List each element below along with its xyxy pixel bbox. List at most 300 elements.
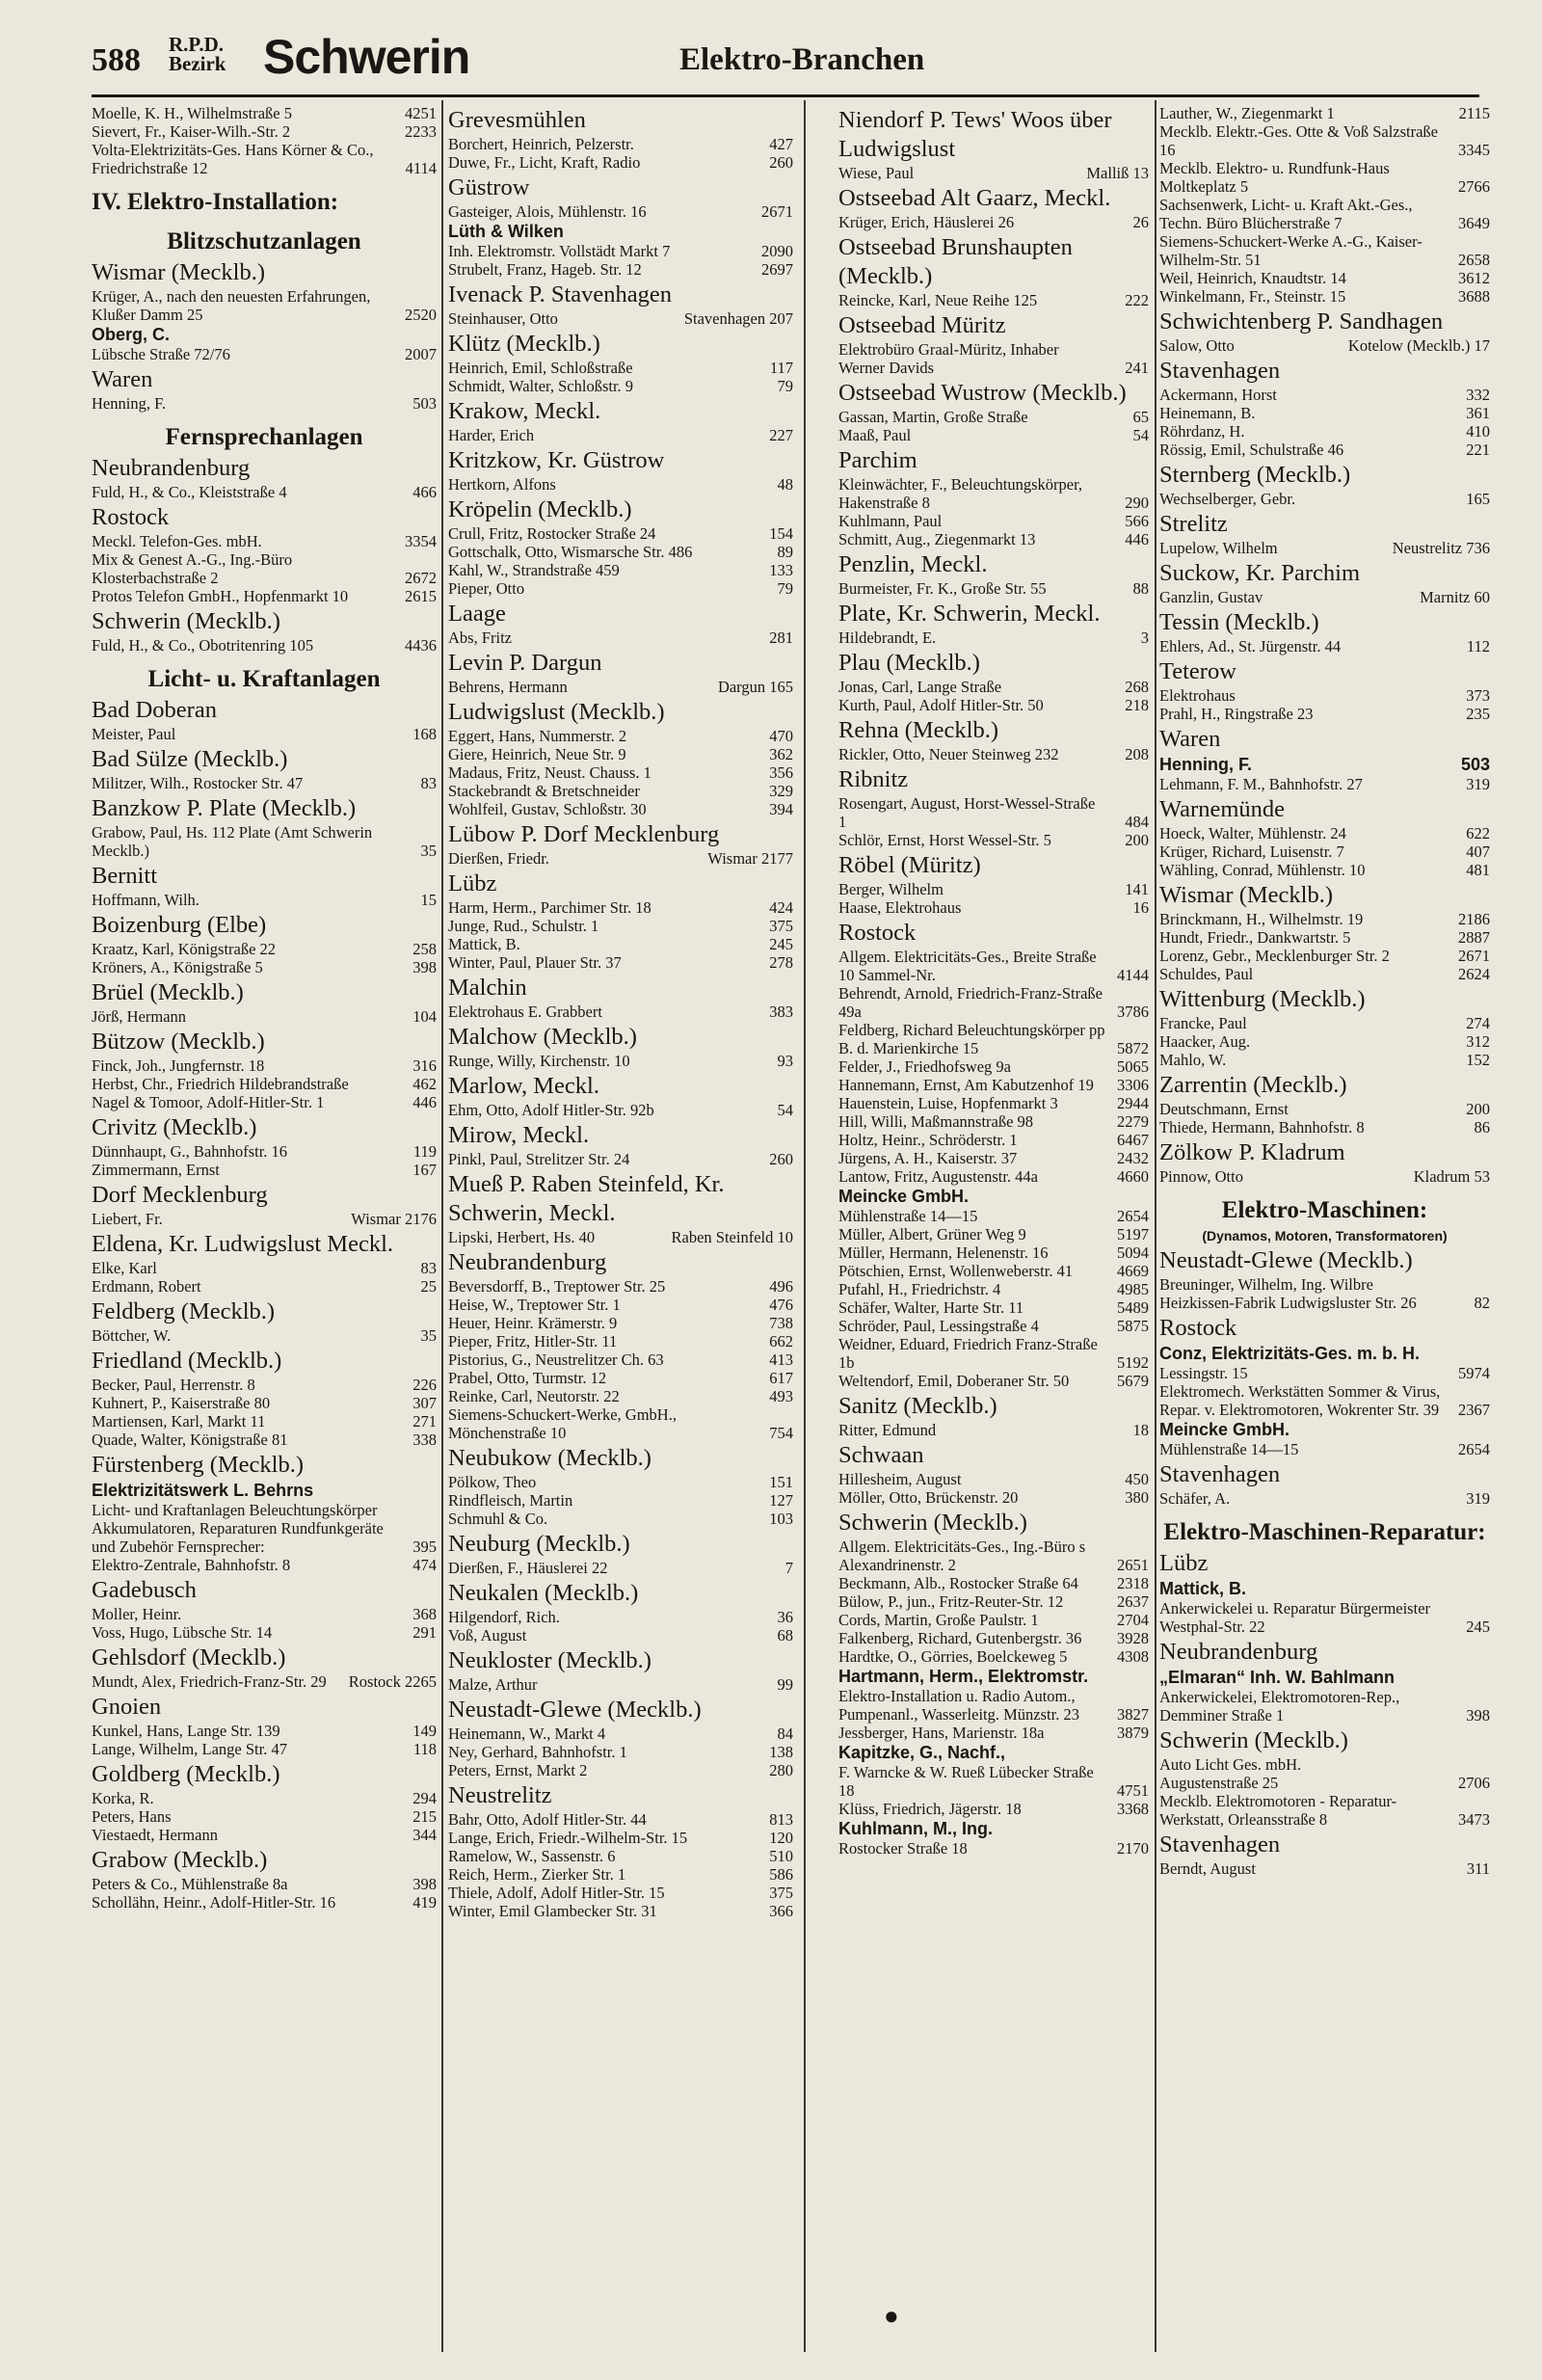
listing-name: Berndt, August [1159,1859,1256,1878]
listing-entry [448,1743,793,1761]
listing-name: Hannemann, Ernst, Am Kabutzenhof 19 [838,1076,1094,1094]
listing-name: Pinkl, Paul, Strelitzer Str. 24 [448,1150,630,1168]
phone-number: 380 [1125,1488,1149,1507]
listing-entry [838,1538,1149,1574]
phone-number: 3786 [1117,1003,1149,1021]
listing-name: Meincke GmbH. [838,1187,970,1206]
phone-number: 5197 [1117,1225,1149,1243]
phone-number: 5679 [1117,1372,1149,1390]
phone-number: 260 [769,1150,793,1168]
phone-number: 226 [412,1376,437,1394]
phone-number: 103 [769,1510,793,1528]
listing-entry [92,1142,437,1161]
listing-name: Pieper, Otto [448,579,525,598]
listing-name: Hildebrandt, E. [838,628,937,647]
listing-entry [1159,490,1490,508]
listing-entry [1159,965,1490,983]
place-heading: Marlow, Meckl. [448,1073,599,1099]
category-heading: Licht- u. Kraftanlagen [147,666,381,692]
phone-number: 294 [412,1789,437,1807]
listing-entry [92,1210,437,1228]
listing-name: Mühlenstraße 14—15 [838,1207,978,1225]
listing-entry [92,483,437,501]
phone-number: 127 [769,1491,793,1510]
place-heading: Malchow (Mecklb.) [448,1024,637,1050]
listing-entry [838,1647,1149,1666]
listing-name: Breuninger, Wilhelm, Ing. Wilbre Heizkissen-Fabrik Ludwigsluster Str. 26 [1159,1275,1417,1312]
phone-number: 99 [777,1675,793,1694]
listing-name: Mattick, B. [1159,1579,1247,1598]
phone-number: 16 [1132,898,1149,917]
listing-entry [838,1280,1149,1298]
listing-name: Heuer, Heinr. Krämerstr. 9 [448,1314,618,1332]
place-heading: Stavenhagen [1159,1461,1281,1487]
listing-entry [838,898,1149,917]
phone-number: 3 [1140,628,1149,647]
category-heading: IV. Elektro-Installation: [92,189,339,215]
listing-entry [92,1740,437,1758]
listing-entry [838,1298,1149,1317]
listing-entry [92,636,437,655]
listing-entry [838,1724,1149,1742]
listing-name: Lipski, Herbert, Hs. 40 [448,1228,596,1246]
listing-entry [838,1611,1149,1629]
listing-entry [448,898,793,917]
listing-name: „Elmaran“ Inh. W. Bahlmann [1159,1668,1396,1687]
listing-entry [92,1376,437,1394]
listing-entry [448,359,793,377]
place-heading: Schwaan [838,1442,924,1468]
phone-number: 307 [412,1394,437,1412]
phone-number: 484 [1125,813,1149,831]
phone-number: Dargun 165 [717,678,793,696]
listing-name: Peters, Hans [92,1807,172,1826]
phone-number: 2615 [405,587,437,605]
listing-name: Hill, Willi, Maßmannstraße 98 [838,1112,1034,1131]
phone-number: 338 [412,1431,437,1449]
phone-number: 5094 [1117,1243,1149,1262]
phone-number: 446 [412,1093,437,1111]
phone-number: 510 [769,1847,793,1865]
listing-entry [448,1626,793,1645]
listing-name: Elektromech. Werkstätten Sommer & Virus, Repar. v. Elektromotoren, Wokrenter Str. 39 [1159,1382,1441,1419]
listing-entry [1159,1118,1490,1137]
phone-number: 82 [1474,1294,1490,1312]
listing-name: Viestaedt, Hermann [92,1826,218,1844]
phone-number: 3354 [405,532,437,550]
listing-entry [448,221,793,242]
phone-number: 2637 [1117,1592,1149,1611]
phone-number: 617 [769,1369,793,1387]
place-heading: Dorf Mecklenburg [92,1182,268,1208]
phone-number: 88 [1132,579,1149,598]
listing-name: Krüger, Richard, Luisenstr. 7 [1159,842,1344,861]
category-heading: Fernsprechanlagen [165,424,363,450]
listing-entry [838,164,1149,182]
listing-entry [448,782,793,800]
phone-number: 222 [1125,291,1149,309]
listing-entry [1159,1792,1490,1829]
listing-name: Meister, Paul [92,725,176,743]
listing-entry [448,426,793,444]
listing-name: Harder, Erich [448,426,535,444]
listing-name: Lauther, W., Ziegenmarkt 1 [1159,104,1335,122]
phone-number: 65 [1132,408,1149,426]
phone-number: 290 [1125,494,1149,512]
listing-entry [92,725,437,743]
listing-entry [1159,928,1490,947]
place-heading: Lübz [448,870,497,896]
listing-entry [1159,1755,1490,1774]
place-heading: Neuburg (Mecklb.) [448,1531,630,1557]
phone-number: 413 [769,1350,793,1369]
phone-number: 319 [1466,775,1490,793]
phone-number: 117 [769,359,793,377]
place-heading: Neubrandenburg [1159,1639,1318,1665]
column-divider [441,100,443,2352]
phone-number: 3612 [1458,269,1490,287]
listing-entry [92,1789,437,1807]
listing-name: Beckmann, Alb., Rostocker Straße 64 [838,1574,1078,1592]
listing-entry [448,800,793,818]
listing-entry [1159,336,1490,355]
listing-entry [1159,910,1490,928]
phone-number: 119 [412,1142,437,1161]
phone-number: 2671 [1458,947,1490,965]
listing-name: Wiese, Paul [838,164,915,182]
phone-number: Kladrum 53 [1413,1167,1490,1186]
listing-entry [92,141,437,177]
phone-number: 4660 [1117,1167,1149,1186]
listing-entry [448,1296,793,1314]
phone-number: 319 [1466,1489,1490,1508]
listing-entry [1159,196,1490,232]
phone-number: 5974 [1458,1364,1490,1382]
listing-entry [1159,386,1490,404]
phone-number: 2704 [1117,1611,1149,1629]
place-heading: Rostock [838,920,917,946]
listing-name: Reincke, Karl, Neue Reihe 125 [838,291,1038,309]
listing-entry [1159,1688,1490,1725]
listing-entry [838,1742,1149,1763]
listing-entry [448,953,793,972]
listing-name: Reinke, Carl, Neutorstr. 22 [448,1387,620,1405]
phone-number: 2170 [1117,1839,1149,1858]
listing-name: Schäfer, Walter, Harte Str. 11 [838,1298,1024,1317]
listing-entry [448,1003,793,1021]
listing-entry [448,1314,793,1332]
place-heading: Gnoien [92,1694,162,1720]
listing-entry [838,475,1149,512]
place-heading: Ostseebad Alt Gaarz, Meckl. [838,185,1111,211]
place-heading: Goldberg (Mecklb.) [92,1761,280,1787]
place-heading: Mueß P. Raben Steinfeld, Kr. Schwerin, Meckl. [448,1171,725,1226]
listing-entry [838,678,1149,696]
phone-number: 83 [420,1259,437,1277]
listing-name: Giere, Heinrich, Neue Str. 9 [448,745,626,763]
phone-number: 167 [412,1161,437,1179]
listing-entry [448,543,793,561]
listing-entry [838,1131,1149,1149]
place-heading: Banzkow P. Plate (Mecklb.) [92,795,357,821]
place-heading: Neubrandenburg [92,455,251,481]
phone-number: 3345 [1458,141,1490,159]
listing-name: Protos Telefon GmbH., Hopfenmarkt 10 [92,587,349,605]
listing-name: Schmuhl & Co. [448,1510,548,1528]
listing-name: Gasteiger, Alois, Mühlenstr. 16 [448,202,647,221]
listing-entry [838,1592,1149,1611]
listing-entry [92,1093,437,1111]
column-divider [804,100,806,2352]
place-heading: Sternberg (Mecklb.) [1159,462,1351,488]
listing-entry [92,394,437,413]
phone-number: 15 [420,891,437,909]
phone-number: 2115 [1458,104,1490,122]
page-number: 588 [92,42,141,78]
phone-number: 18 [1132,1421,1149,1439]
place-heading: Strelitz [1159,511,1228,537]
ink-blot: ● [884,2302,899,2330]
category-heading: Elektro-Maschinen: [1221,1197,1428,1223]
listing-entry [1159,1489,1490,1508]
listing-entry [838,1057,1149,1076]
listing-entry [92,587,437,605]
listing-name: Hillesheim, August [838,1470,962,1488]
phone-number: 2654 [1117,1207,1149,1225]
listing-name: Schäfer, A. [1159,1489,1231,1508]
header-rule [92,94,1479,97]
listing-entry [448,153,793,172]
listing-name: Eggert, Hans, Nummerstr. 2 [448,727,627,745]
phone-number: 2233 [405,122,437,141]
listing-name: Schollähn, Heinr., Adolf-Hitler-Str. 16 [92,1893,336,1912]
place-heading: Plau (Mecklb.) [838,650,980,676]
listing-name: Jörß, Hermann [92,1007,187,1026]
phone-number: 4751 [1117,1781,1149,1800]
listing-entry [838,1372,1149,1390]
listing-name: Korka, R. [92,1789,154,1807]
place-heading: Grevesmühlen [448,107,586,133]
listing-name: Ney, Gerhard, Bahnhofstr. 1 [448,1743,627,1761]
listing-entry [92,1480,437,1501]
phone-number: 221 [1466,441,1490,459]
listing-name: Berger, Wilhelm [838,880,944,898]
phone-number: 54 [777,1101,793,1119]
phone-number: Rostock 2265 [348,1672,437,1691]
city-title: Schwerin [263,30,470,84]
listing-name: Augustenstraße 25 [1159,1774,1279,1792]
listing-name: Lange, Erich, Friedr.-Wilhelm-Str. 15 [448,1829,688,1847]
phone-number: 26 [1132,213,1149,231]
phone-number: 138 [769,1743,793,1761]
listing-entry [1159,637,1490,655]
listing-entry [838,1225,1149,1243]
listing-name: Kleinwächter, F., Beleuchtungskörper, Hakenstraße 8 [838,475,1083,512]
place-heading: Tessin (Mecklb.) [1159,609,1319,635]
listing-name: Beversdorff, B., Treptower Str. 25 [448,1277,666,1296]
listing-entry [1159,686,1490,705]
phone-number: 2186 [1458,910,1490,928]
phone-number: 362 [769,745,793,763]
phone-number: 3827 [1117,1705,1149,1724]
place-heading: Stavenhagen [1159,1832,1281,1858]
phone-number: 278 [769,953,793,972]
listing-name: Lange, Wilhelm, Lange Str. 47 [92,1740,287,1758]
listing-entry [448,1052,793,1070]
listing-entry [448,242,793,260]
phone-number: 496 [769,1277,793,1296]
listing-entry [92,1623,437,1642]
listing-entry [92,1605,437,1623]
listing-name: Mecklb. Elektromotoren - Reparatur-Werkstatt, Orleansstraße 8 [1159,1792,1397,1829]
place-heading: Lübow P. Dorf Mecklenburg [448,821,720,847]
listing-name: Gassan, Martin, Große Straße [838,408,1028,426]
phone-number: 271 [412,1412,437,1431]
phone-number: 35 [420,842,437,860]
listing-entry [838,696,1149,714]
listing-name: Lorenz, Gebr., Mecklenburger Str. 2 [1159,947,1390,965]
listing-entry [838,340,1149,377]
place-heading: Schwerin (Mecklb.) [838,1510,1027,1536]
listing-entry [838,1763,1149,1800]
phone-number: 104 [412,1007,437,1026]
listing-name: Ritter, Edmund [838,1421,937,1439]
phone-number: 2624 [1458,965,1490,983]
listing-name: Militzer, Wilh., Rostocker Str. 47 [92,774,304,792]
listing-name: Mundt, Alex, Friedrich-Franz-Str. 29 [92,1672,327,1691]
phone-number: 427 [769,135,793,153]
listing-entry [1159,754,1490,775]
listing-name: Siemens-Schuckert-Werke, GmbH., Mönchenstraße 10 [448,1405,677,1442]
listing-name: Fuld, H., & Co., Obotritenring 105 [92,636,314,655]
place-heading: Rehna (Mecklb.) [838,717,998,743]
listing-name: Martiensen, Karl, Markt 11 [92,1412,266,1431]
phone-number: 2520 [405,306,437,324]
place-heading: Feldberg (Mecklb.) [92,1298,276,1324]
phone-number: 356 [769,763,793,782]
listing-name: Ankerwickelei, Elektromotoren-Rep., Demminer Straße 1 [1159,1688,1400,1725]
listing-name: Kunkel, Hans, Lange Str. 139 [92,1722,280,1740]
listing-name: Ackermann, Horst [1159,386,1277,404]
place-heading: Teterow [1159,658,1236,684]
listing-name: Haase, Elektrohaus [838,898,962,917]
listing-name: F. Warncke & W. Rueß Lübecker Straße 18 [838,1763,1094,1800]
phone-number: 316 [412,1056,437,1075]
listing-entry [838,426,1149,444]
listing-name: Rickler, Otto, Neuer Steinweg 232 [838,745,1059,763]
listing-entry [92,958,437,976]
listing-name: Heise, W., Treptower Str. 1 [448,1296,621,1314]
phone-number: 394 [769,800,793,818]
listing-entry [838,1112,1149,1131]
listing-name: Jürgens, A. H., Kaiserstr. 37 [838,1149,1018,1167]
listing-name: Ankerwickelei u. Reparatur Bürgermeister Westphal-Str. 22 [1159,1599,1431,1636]
listing-entry [1159,705,1490,723]
listing-entry [1159,441,1490,459]
listing-name: Harm, Herm., Parchimer Str. 18 [448,898,651,917]
listing-name: Bahr, Otto, Adolf Hitler-Str. 44 [448,1810,647,1829]
listing-name: Winter, Paul, Plauer Str. 37 [448,953,622,972]
listing-entry [838,1488,1149,1507]
phone-number: 2090 [761,242,793,260]
listing-name: Auto Licht Ges. mbH. [1159,1755,1302,1774]
place-heading: Grabow (Mecklb.) [92,1847,268,1873]
place-heading: Ostseebad Müritz [838,312,1006,338]
listing-entry [838,1629,1149,1647]
listing-name: Schmidt, Walter, Schloßstr. 9 [448,377,634,395]
listing-name: Stackebrandt & Bretschneider [448,782,640,800]
place-heading: Bad Sülze (Mecklb.) [92,746,288,772]
listing-entry [448,1277,793,1296]
listing-entry [448,1491,793,1510]
phone-number: 79 [777,377,793,395]
listing-name: Wohlfeil, Gustav, Schloßstr. 30 [448,800,647,818]
phone-number: 245 [769,935,793,953]
listing-name: Weil, Heinrich, Knaudtstr. 14 [1159,269,1346,287]
listing-name: Bülow, P., jun., Fritz-Reuter-Str. 12 [838,1592,1064,1611]
listing-entry [92,550,437,587]
listing-name: Deutschmann, Ernst [1159,1100,1289,1118]
listing-entry [838,1021,1149,1057]
listing-entry [448,935,793,953]
listing-name: Voss, Hugo, Lübsche Str. 14 [92,1623,273,1642]
phone-number: 165 [1466,490,1490,508]
listing-name: Henning, F. [1159,755,1252,774]
listing-entry [448,561,793,579]
phone-number: 622 [1466,824,1490,842]
listing-name: Elektrobüro Graal-Müritz, Inhaber Werner Davids [838,340,1059,377]
listing-entry [1159,947,1490,965]
listing-name: Feldberg, Richard Beleuchtungskörper pp B. d. Marienkirche 15 [838,1021,1105,1057]
listing-name: Elektro-Installation u. Radio Autom., Pumpenanl., Wasserleitg. Münzstr. 23 [838,1687,1079,1724]
place-heading: Neukalen (Mecklb.) [448,1580,639,1606]
listing-name: Ganzlin, Gustav [1159,588,1263,606]
phone-number: 5872 [1117,1039,1149,1057]
listing-entry [448,1608,793,1626]
place-heading: Bad Doberan [92,697,217,723]
listing-name: Klüss, Friedrich, Jägerstr. 18 [838,1800,1022,1818]
listing-name: Elektrohaus E. Grabbert [448,1003,602,1021]
listing-entry [1159,1032,1490,1051]
phone-number: 813 [769,1810,793,1829]
phone-number: Raben Steinfeld 10 [671,1228,793,1246]
listing-entry [1159,1382,1490,1419]
place-heading: Gehlsdorf (Mecklb.) [92,1645,286,1671]
listing-name: Inh. Elektromstr. Vollstädt Markt 7 [448,242,671,260]
listing-entry [838,880,1149,898]
listing-entry [448,309,793,328]
phone-number: 373 [1466,686,1490,705]
listing-entry [1159,1343,1490,1364]
listing-name: Henning, F. [92,394,167,413]
place-heading: Plate, Kr. Schwerin, Meckl. [838,601,1101,627]
listing-name: Nagel & Tomoor, Adolf-Hitler-Str. 1 [92,1093,325,1111]
listing-entry [92,1277,437,1296]
listing-name: Lüth & Wilken [448,222,564,241]
phone-number: 493 [769,1387,793,1405]
phone-number: 3306 [1117,1076,1149,1094]
listing-entry [838,628,1149,647]
listing-name: Lantow, Fritz, Augustenstr. 44a [838,1167,1038,1186]
phone-number: 3473 [1458,1810,1490,1829]
listing-name: Borchert, Heinrich, Pelzerstr. [448,135,634,153]
phone-number: 366 [769,1902,793,1920]
listing-entry [92,823,437,860]
listing-name: Mecklb. Elektro- u. Rundfunk-Haus Moltkeplatz 5 [1159,159,1390,196]
phone-number: 375 [769,917,793,935]
listing-entry [448,202,793,221]
listing-name: Herbst, Chr., Friedrich Hildebrandstraße [92,1075,349,1093]
